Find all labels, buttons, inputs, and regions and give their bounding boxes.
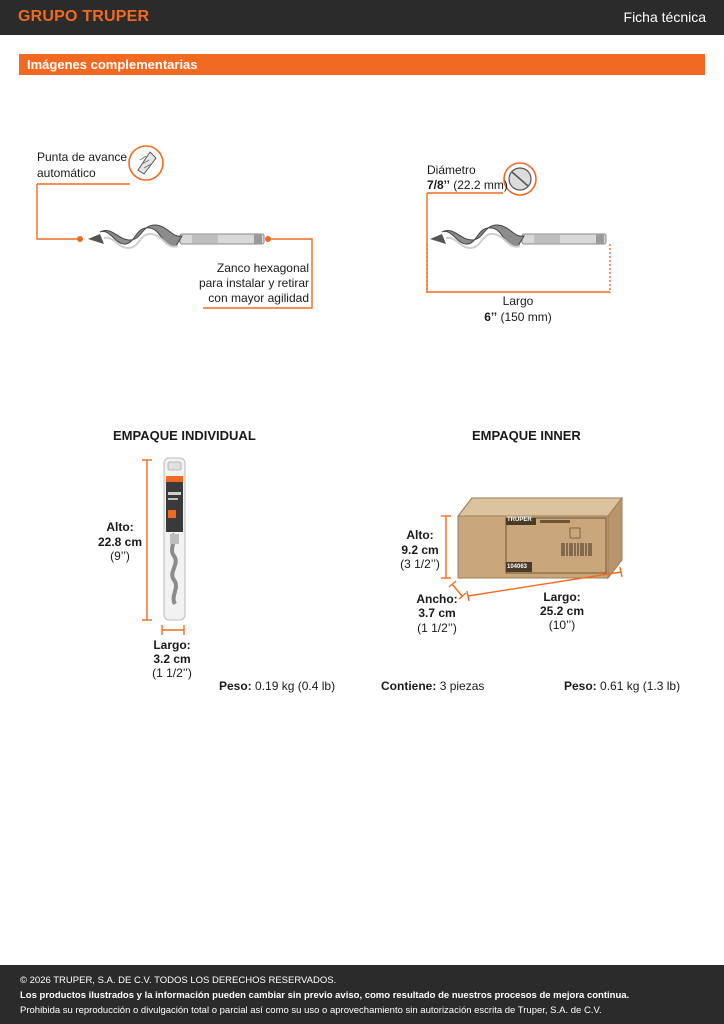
shank-feature-label-line3: con mayor agilidad [208, 291, 309, 305]
inner-contains-label: Contiene: [381, 679, 437, 693]
tip-callout-dot [77, 236, 83, 242]
inner-contains-row [381, 679, 484, 694]
individual-length-imperial: (1 1/2’’) [152, 666, 192, 680]
inner-length-label: Largo: [543, 590, 581, 604]
inner-height-label: Alto: [406, 528, 434, 542]
section-title: Imágenes complementarias [27, 57, 198, 72]
inner-package-title: EMPAQUE INNER [472, 428, 581, 443]
footer-notice: Los productos ilustrados y la información pueden cambiar sin previo aviso, como resultado de nuestros procesos de mejora continua. [20, 990, 630, 1001]
document-type-label: Ficha técnica [623, 9, 706, 25]
inner-length-imperial: (10’’) [548, 618, 576, 632]
inner-width-value: 3.7 cm [418, 606, 456, 620]
inner-width-imperial: (1 1/2’’) [417, 621, 457, 635]
inner-contains-value: 3 piezas [439, 679, 485, 693]
individual-weight-row [219, 679, 335, 694]
drill-bit-image-left [88, 225, 264, 248]
inner-weight-label: Peso: [564, 679, 597, 693]
individual-weight-label: Peso: [219, 679, 252, 693]
inner-height-value: 9.2 cm [401, 543, 439, 557]
inner-width-label: Ancho: [416, 592, 458, 606]
shank-feature-label-line2: para instalar y retirar [198, 276, 309, 290]
length-metric: (150 mm) [500, 310, 552, 324]
footer-prohibition: Prohibida su reproducción o divulgación total o parcial así como su uso o aprovechamiento sin autorización escrita de Truper, S.A. de C.V. [20, 1005, 602, 1016]
length-value-row [448, 310, 588, 325]
inner-weight-row [564, 679, 680, 694]
diameter-metric: (22.2 mm) [453, 178, 508, 192]
inner-height-imperial: (3 1/2’’) [400, 557, 440, 571]
drill-bit-image-right [430, 225, 606, 248]
inner-box-image [458, 498, 622, 578]
footer [0, 965, 724, 1024]
shank-callout-dot [265, 236, 271, 242]
tip-feature-label-line2: automático [37, 166, 96, 180]
individual-length-label: Largo: [153, 638, 191, 652]
tip-callout-line [37, 184, 130, 239]
length-dimension-line [427, 244, 610, 293]
inner-box-code: 104063 [507, 564, 528, 570]
individual-height-value: 22.8 cm [97, 535, 143, 549]
footer-copyright: © 2026 TRUPER, S.A. DE C.V. TODOS LOS DERECHOS RESERVADOS. [20, 975, 337, 986]
diameter-value-row [427, 178, 508, 193]
individual-length-value: 3.2 cm [153, 652, 191, 666]
brand-logo: GRUPO TRUPER [18, 8, 150, 25]
tip-icon [129, 146, 163, 180]
length-value: 6’’ [484, 310, 498, 324]
diameter-value: 7/8’’ [427, 178, 450, 192]
individual-height-label: Alto: [106, 520, 134, 534]
individual-package-length-line [162, 625, 184, 635]
individual-package-title: EMPAQUE INDIVIDUAL [113, 428, 256, 443]
individual-weight-value: 0.19 kg (0.4 lb) [255, 679, 336, 693]
diameter-icon [504, 163, 536, 195]
tip-feature-label-line1: Punta de avance [37, 150, 128, 164]
inner-box-brand: TRUPER [507, 517, 532, 523]
diameter-label: Diámetro [427, 163, 476, 177]
inner-length-value: 25.2 cm [539, 604, 585, 618]
blister-package-image [164, 458, 185, 620]
shank-feature-label-line1: Zanco hexagonal [216, 261, 309, 275]
individual-height-imperial: (9’’) [110, 549, 130, 563]
inner-weight-value: 0.61 kg (1.3 lb) [600, 679, 681, 693]
length-label: Largo [502, 294, 534, 308]
